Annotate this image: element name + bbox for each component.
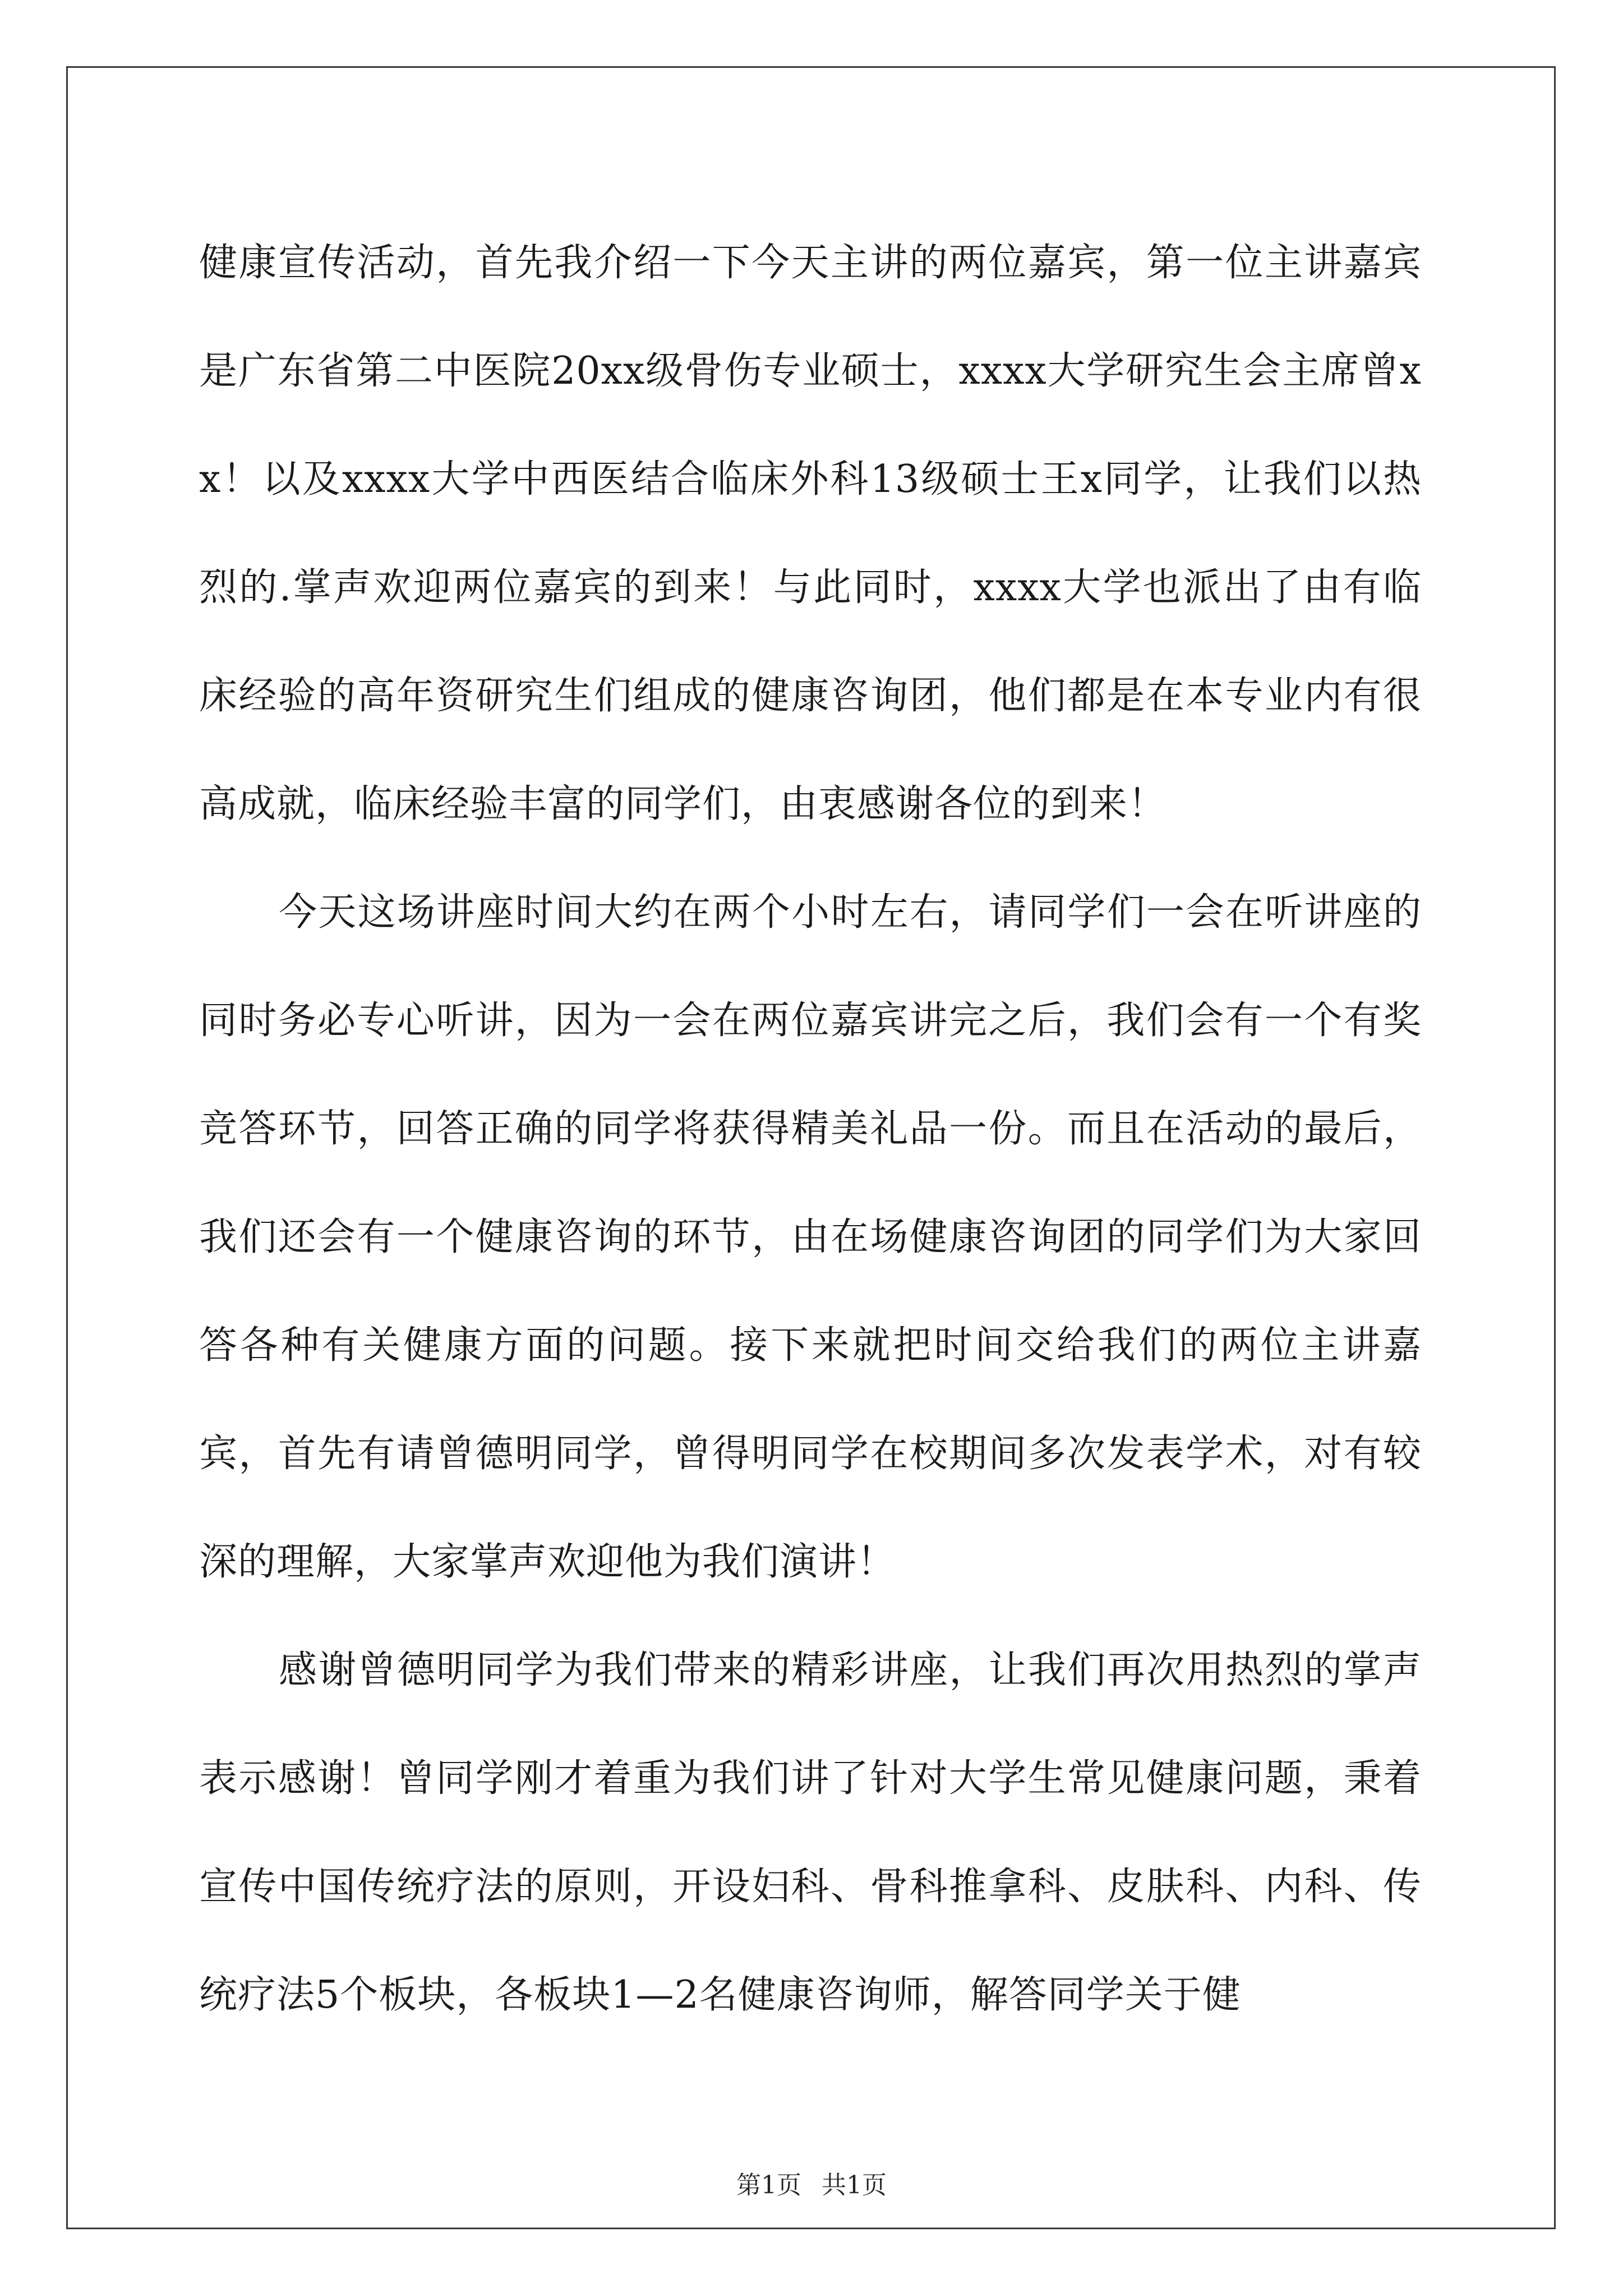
page-footer (0, 2169, 1623, 2202)
paragraph-1: 健康宣传活动，首先我介绍一下今天主讲的两位嘉宾，第一位主讲嘉宾是广东省第二中医院20xx级骨伤专业硕士，xxxx大学研究生会主席曾xx！以及xxxx大学中西医结合临床外科13级硕士王x同学，让我们以热烈的.掌声欢迎两位嘉宾的到来！与此同时，xxxx大学也派出了由有临床经验的高年资研究生们组成的健康咨询团，他们都是在本专业内有很高成就，临床经验丰富的同学们，由衷感谢各位的到来！ (199, 241, 1422, 826)
paragraph-3: 感谢曾德明同学为我们带来的精彩讲座，让我们再次用热烈的掌声表示感谢！曾同学刚才着重为我们讲了针对大学生常见健康问题，秉着宣传中国传统疗法的原则，开设妇科、骨科推拿科、皮肤科、内科、传统疗法5个板块，各板块1—2名健康咨询师，解答同学关于健 (199, 1648, 1422, 2017)
page-number: 第1页 (736, 2171, 801, 2200)
page-total: 共1页 (822, 2171, 887, 2200)
document-body (199, 209, 1422, 2049)
paragraph-2: 今天这场讲座时间大约在两个小时左右，请同学们一会在听讲座的同时务必专心听讲，因为一会在两位嘉宾讲完之后，我们会有一个有奖竞答环节，回答正确的同学将获得精美礼品一份。而且在活动的最后，我们还会有一个健康咨询的环节，由在场健康咨询团的同学们为大家回答各种有关健康方面的问题。接下来就把时间交给我们的两位主讲嘉宾，首先有请曾德明同学，曾得明同学在校期间多次发表学术，对有较深的理解，大家掌声欢迎他为我们演讲！ (199, 890, 1422, 1584)
